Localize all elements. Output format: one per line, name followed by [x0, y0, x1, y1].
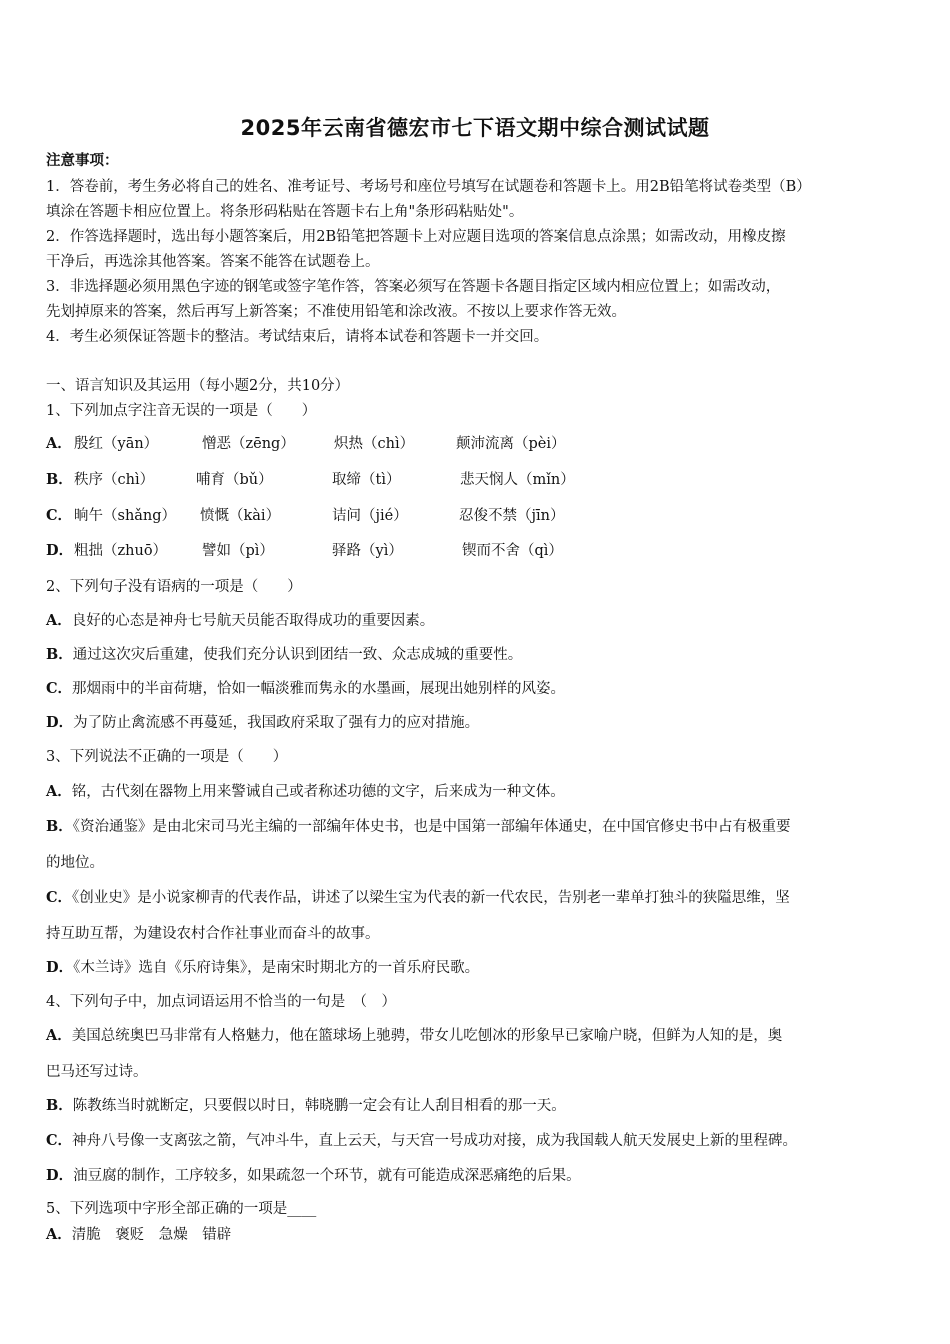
q2-option-a	[46, 612, 434, 630]
option-text: 《资治通鉴》是由北宋司马光主编的一部编年体史书，也是中国第一部编年体通史，在中国官修史书中占有极重要	[72, 819, 791, 835]
q3-option-d	[46, 959, 479, 977]
notice-heading: 注意事项：	[46, 152, 119, 169]
question-1-stem: 1、下列加点字注音无误的一项是（ ）	[46, 403, 317, 419]
option-item: 愤慨（kài）	[200, 508, 281, 524]
question-2-stem: 2、下列句子没有语病的一项是（ ）	[46, 579, 302, 595]
option-item: 颠沛流离（pèi）	[456, 436, 566, 452]
option-letter: A．	[46, 1226, 72, 1243]
option-text: 铭，古代刻在器物上用来警诫自己或者称述功德的文字，后来成为一种文体。	[71, 784, 565, 800]
option-text: 通过这次灾后重建，使我们充分认识到团结一致、众志成城的重要性。	[72, 647, 523, 663]
option-text: 神舟八号像一支离弦之箭，气冲斗牛，直上云天，与天宫一号成功对接，成为我国载人航天发展史上新的里程碑。	[72, 1133, 798, 1149]
q2-option-d	[46, 714, 479, 732]
option-letter: C．	[46, 1132, 73, 1149]
option-item: 炽热（chì）	[334, 436, 415, 452]
option-text: 良好的心态是神舟七号航天员能否取得成功的重要因素。	[71, 613, 435, 629]
q4-option-d	[46, 1167, 581, 1185]
option-item: 譬如（pì）	[202, 543, 274, 559]
q2-option-b	[46, 646, 522, 664]
q3-option-b	[46, 818, 791, 836]
page-title: 2025年云南省德宏市七下语文期中综合测试试题	[240, 116, 710, 140]
question-3-stem: 3、下列说法不正确的一项是（ ）	[46, 749, 288, 765]
option-item: 晌午（shǎng）	[74, 508, 177, 524]
q2-option-c	[46, 680, 565, 698]
q4-option-a-cont: 巴马还写过诗。	[46, 1064, 148, 1080]
option-item: 秩序（chì）	[74, 472, 155, 488]
option-letter: D．	[46, 542, 74, 559]
option-item: 憎恶（zēng）	[202, 436, 295, 452]
option-letter: B．	[46, 818, 73, 835]
option-item: 殷红（yān）	[74, 436, 159, 452]
option-text: 《创业史》是小说家柳青的代表作品，讲述了以梁生宝为代表的新一代农民，告别老一辈单打独斗的狭隘思维，坚	[72, 890, 790, 906]
option-letter: C．	[46, 507, 73, 524]
notice-line: 先划掉原来的答案，然后再写上新答案；不准使用铅笔和涂改液。不按以上要求作答无效。	[46, 304, 626, 320]
option-text: 油豆腐的制作，工序较多，如果疏忽一个环节，就有可能造成深恶痛绝的后果。	[73, 1168, 581, 1184]
q5-option-a	[46, 1226, 231, 1244]
option-letter: D．	[46, 1167, 74, 1184]
question-4-stem: 4、下列句子中，加点词语运用不恰当的一句是 （ ）	[46, 994, 396, 1010]
notice-line: 4．考生必须保证答题卡的整洁。考试结束后，请将本试卷和答题卡一并交回。	[46, 329, 549, 345]
option-text: 《木兰诗》选自《乐府诗集》，是南宋时期北方的一首乐府民歌。	[73, 960, 480, 976]
option-letter: A．	[46, 783, 72, 800]
option-item: 诘问（jié）	[332, 508, 408, 524]
option-letter: D．	[46, 714, 74, 731]
option-item: 取缔（tì）	[332, 472, 401, 488]
option-item: 驿路（yì）	[332, 543, 403, 559]
option-text: 为了防止禽流感不再蔓延，我国政府采取了强有力的应对措施。	[73, 715, 480, 731]
option-text: 那烟雨中的半亩荷塘，恰如一幅淡雅而隽永的水墨画，展现出她别样的风姿。	[72, 681, 566, 697]
option-item: 悲天悯人（mǐn）	[460, 472, 575, 488]
notice-line: 干净后，再选涂其他答案。答案不能答在试题卷上。	[46, 254, 380, 270]
option-item: 哺育（bǔ）	[196, 472, 273, 488]
q4-option-a	[46, 1027, 782, 1045]
option-letter: C．	[46, 889, 73, 906]
option-text: 陈教练当时就断定，只要假以时日，韩晓鹏一定会有让人刮目相看的那一天。	[72, 1098, 566, 1114]
option-letter: D．	[46, 959, 74, 976]
q3-option-c-cont: 持互助互帮，为建设农村合作社事业而奋斗的故事。	[46, 926, 380, 942]
option-item: 忍俊不禁（jīn）	[459, 508, 565, 524]
option-letter: A．	[46, 435, 72, 452]
option-item: 锲而不舍（qì）	[462, 543, 563, 559]
option-letter: A．	[46, 1027, 72, 1044]
option-letter: C．	[46, 680, 73, 697]
notice-line: 2．作答选择题时，选出每小题答案后，用2B铅笔把答题卡上对应题目选项的答案信息点涂黑；如需改动，用橡皮擦	[46, 229, 786, 245]
q3-option-a	[46, 783, 565, 801]
option-letter: A．	[46, 612, 72, 629]
q3-option-b-cont: 的地位。	[46, 855, 104, 871]
option-letter: B．	[46, 471, 73, 488]
question-5-stem: 5、下列选项中字形全部正确的一项是____	[46, 1201, 317, 1217]
notice-line: 填涂在答题卡相应位置上。将条形码粘贴在答题卡右上角"条形码粘贴处"。	[46, 204, 524, 220]
q4-option-c	[46, 1132, 797, 1150]
notice-line: 1．答卷前，考生务必将自己的姓名、准考证号、考场号和座位号填写在试题卷和答题卡上。用2B铅笔将试卷类型（B）	[46, 179, 811, 195]
notice-line: 3．非选择题必须用黑色字迹的钢笔或签字笔作答，答案必须写在答题卡各题目指定区域内相应位置上；如需改动，	[46, 279, 781, 295]
option-text: 美国总统奥巴马非常有人格魅力，他在篮球场上驰骋，带女儿吃刨冰的形象早已家喻户晓，但鲜为人知的是，奥	[71, 1028, 783, 1044]
option-letter: B．	[46, 646, 73, 663]
option-item: 粗拙（zhuō）	[74, 543, 168, 559]
q4-option-b	[46, 1097, 566, 1115]
option-letter: B．	[46, 1097, 73, 1114]
option-text: 清脆 褒贬 急燥 错辟	[71, 1227, 232, 1243]
q3-option-c	[46, 889, 790, 907]
section-heading: 一、语言知识及其运用（每小题2分，共10分）	[46, 378, 350, 394]
